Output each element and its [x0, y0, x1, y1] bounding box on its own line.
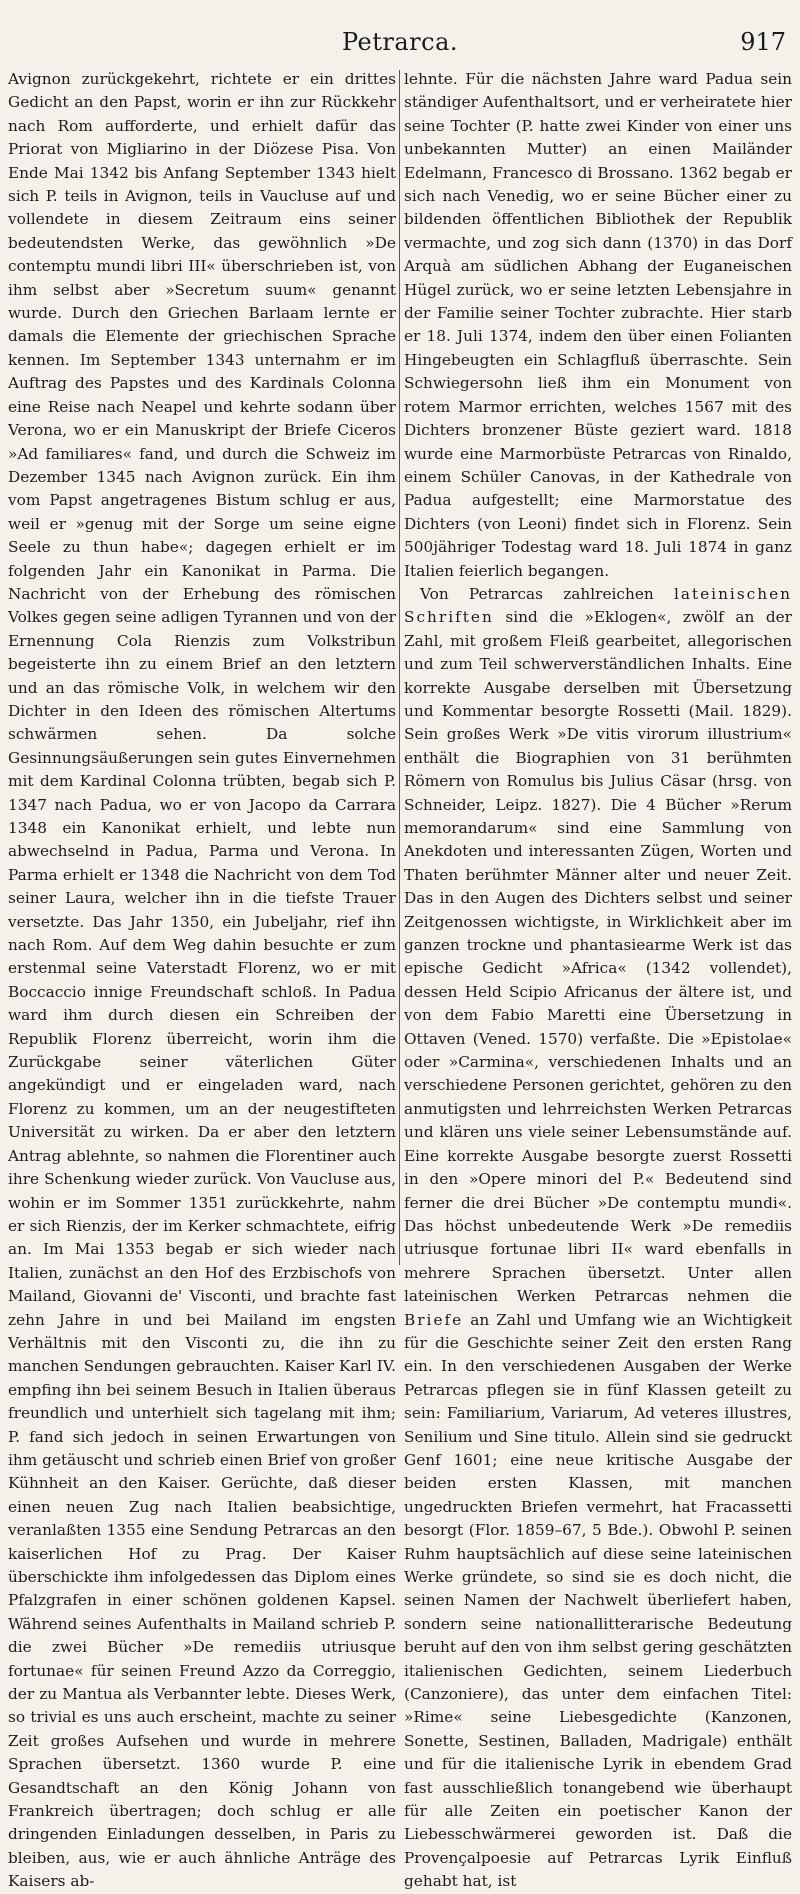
emphasized-keyword: Briefe [404, 1310, 464, 1329]
right-column-paragraph-1: lehnte. Für die nächsten Jahre ward Padua sein ständiger Aufenthaltsort, und er verheiratete hier seine Tochter (P. hatte zwei Kinder von einer uns unbekannten Mutter) an einen Mailänder Edelmann, Francesco di Brossano. 1362 begab er sich nach Venedig, wo er seine Bücher einer zu bildenden öffentlichen Bibliothek der Republik vermachte, und zog sich dann (1370) in das Dorf Arquà am südlichen Abhang der Euganeischen Hügel zurück, wo er seine letzten Lebensjahre in der Familie seiner Tochter zubrachte. Hier starb er 18. Juli 1374, indem den über einen Folianten Hingebeugten ein Schlagfluß überraschte. Sein Schwiegersohn ließ ihm ein Monument von rotem Marmor errichten, welches 1567 mit des Dichters bronzener Büste geziert ward. 1818 wurde eine Marmorbüste Petrarcas von Rinaldo, einem Schüler Canovas, in der Kathedrale von Padua aufgestellt; eine Marmorstatue des Dichters (von Leoni) findet sich in Florenz. Sein 500jähriger Todestag ward 18. Juli 1874 in ganz Italien feierlich begangen. [404, 70, 792, 580]
section-keyword: lateinischen Schriften [404, 584, 792, 627]
paragraph-lead: Von Petrarcas zahlreichen [420, 584, 674, 603]
paragraph-body: sind die »Eklogen«, zwölf an der Zahl, mit großem Fleiß gearbeitet, allegorischen und zum Teil schwerverständlichen Inhalts. Eine korrekte Ausgabe derselben mit Übersetzung und Kommentar besorgte Rossetti (Mail. 1829). Sein großes Werk »De vitis virorum illustrium« enthält die Biographien von 31 berühmten Römern von Romulus bis Julius Cäsar (hrsg. von Schneider, Leipz. 1827). Die 4 Bücher »Rerum memorandarum« sind eine Sammlung von Anekdoten und interessanten Zügen, Worten und Thaten berühmter Männer alter und neuer Zeit. Das in den Augen des Dichters selbst und seiner Zeitgenossen wichtigste, in Wirklichkeit aber im ganzen trockne und phantasiearme Werk ist das epische Gedicht »Africa« (1342 vollendet), dessen Held Scipio Africanus der ältere ist, und von dem Fabio Maretti eine Übersetzung in Ottaven (Vened. 1570) verfaßte. Die »Epistolae« oder »Carmina«, verschiedenen Inhalts und an verschiedene Personen gerichtet, gehören zu den anmutigsten und lehrreichsten Werken Petrarcas und klären uns viele seiner Lebensumstände auf. Eine korrekte Ausgabe besorgte zuerst Rossetti in den »Opere minori del P.« Bedeutend sind ferner die drei Bücher »De contemptu mundi«. Das höchst unbedeutende Werk »De remediis utriusque fortunae libri II« ward ebenfalls in mehrere Sprachen übersetzt. Unter allen lateinischen Werken Petrarcas nehmen die [404, 608, 792, 1306]
page-number: 917 [740, 28, 786, 56]
left-column [8, 68, 396, 1891]
paragraph-end: an Zahl und Umfang wie an Wichtigkeit für die Geschichte seiner Zeit den ersten Rang ein. In den verschiedenen Ausgaben der Werke Petrarcas pflegen sie in fünf Klassen geteilt zu sein: Familiarium, Variarum, Ad veteres illustres, Senilium und Sine titulo. Allein sind sie gedruckt Genf 1601; eine neue kritische Ausgabe der beiden ersten Klassen, mit manchen ungedruckten Briefen vermehrt, hat Fracassetti besorgt (Flor. 1859–67, 5 Bde.). Obwohl P. seinen Ruhm hauptsächlich auf diese seine lateinischen Werke gründete, so sind sie es doch nicht, die seinen Namen der Nachwelt überliefert haben, sondern seine nationallitterarische Bedeutung beruht auf den von ihm selbst gering geschätzten italienischen Gedichten, seinem Liederbuch (Canzoniere), das unter dem einfachen Titel: »Rime« seine Liebesgedichte (Kanzonen, Sonette, Sestinen, Balladen, Madrigale) enthält und für die italienische Lyrik in ebendem Grad fast ausschließlich tonangebend wie überhaupt für alle Zeiten ein poetischer Kanon der Liebesschwärmerei geworden ist. Daß die Provençalpoesie auf Petrarcas Lyrik Einfluß gehabt hat, ist [404, 1310, 792, 1891]
right-column-paragraph-2 [404, 583, 792, 1894]
running-head [0, 28, 800, 62]
column-divider [399, 70, 400, 1265]
left-column-paragraph: Avignon zurückgekehrt, richtete er ein drittes Gedicht an den Papst, worin er ihn zur Rückkehr nach Rom aufforderte, und erhielt dafür das Priorat von Migliarino in der Diözese Pisa. Von Ende Mai 1342 bis Anfang September 1343 hielt sich P. teils in Avignon, teils in Vaucluse auf und vollendete in diesem Zeitraum eins seiner bedeutendsten Werke, das gewöhnlich »De contemptu mundi libri III« überschrieben ist, von ihm selbst aber »Secretum suum« genannt wurde. Durch den Griechen Barlaam lernte er damals die Elemente der griechischen Sprache kennen. Im September 1343 unternahm er im Auftrag des Papstes und des Kardinals Colonna eine Reise nach Neapel und kehrte sodann über Verona, wo er ein Manuskript der Briefe Ciceros »Ad familiares« fand, und durch die Schweiz im Dezember 1345 nach Avignon zurück. Ein ihm vom Papst angetragenes Bistum schlug er aus, weil er »genug mit der Sorge um seine eigne Seele zu thun habe«; dagegen erhielt er im folgenden Jahr ein Kanonikat in Parma. Die Nachricht von der Erhebung des römischen Volkes gegen seine adligen Tyrannen und von der Ernennung Cola Rienzis zum Volkstribun begeisterte ihn zu einem Brief an den letztern und an das römische Volk, in welchem wir den Dichter in den Ideen des römischen Altertums schwärmen sehen. Da solche Gesinnungsäußerungen sein gutes Einvernehmen mit dem Kardinal Colonna trübten, begab sich P. 1347 nach Padua, wo er von Jacopo da Carrara 1348 ein Kanonikat erhielt, und lebte nun abwechselnd in Padua, Parma und Verona. In Parma erhielt er 1348 die Nachricht von dem Tod seiner Laura, welcher ihn in die tiefste Trauer versetzte. Das Jahr 1350, ein Jubeljahr, rief ihn nach Rom. Auf dem Weg dahin besuchte er zum erstenmal seine Vaterstadt Florenz, wo er mit Boccaccio innige Freundschaft schloß. In Padua ward ihm durch diesen ein Schreiben der Republik Florenz überreicht, worin ihm die Zurückgabe seiner väterlichen Güter angekündigt und er eingeladen ward, nach Florenz zu kommen, um an der neugestifteten Universität zu wirken. Da er aber den letztern Antrag ablehnte, so nahmen die Florentiner auch ihre Schenkung wieder zurück. Von Vaucluse aus, wohin er im Sommer 1351 zurückkehrte, nahm er sich Rienzis, der im Kerker schmachtete, eifrig an. Im Mai 1353 begab er sich wieder nach Italien, zunächst an den Hof des Erzbischofs von Mailand, Giovanni de' Visconti, und brachte fast zehn Jahre in und bei Mailand im engsten Verhältnis mit den Visconti zu, die ihn zu manchen Sendungen gebrauchten. Kaiser Karl IV. empfing ihn bei seinem Besuch in Italien überaus freundlich und unterhielt sich tagelang mit ihm; P. fand sich jedoch in seinen Erwartungen von ihm getäuscht und schrieb einen Brief von großer Kühnheit an den Kaiser. Gerüchte, daß dieser einen neuen Zug nach Italien beabsichtige, veranlaßten 1355 eine Sendung Petrarcas an den kaiserlichen Hof zu Prag. Der Kaiser überschickte ihm infolgedessen das Diplom eines Pfalzgrafen in einer schönen goldenen Kapsel. Während seines Aufenthalts in Mailand schrieb P. die zwei Bücher »De remediis utriusque fortunae« für seinen Freund Azzo da Correggio, der zu Mantua als Verbannter lebte. Dieses Werk, so trivial es uns auch erscheint, machte zu seiner Zeit großes Aufsehen und wurde in mehrere Sprachen übersetzt. 1360 wurde P. eine Gesandtschaft an den König Johann von Frankreich übertragen; doch schlug er alle dringenden Einladungen desselben, in Paris zu bleiben, aus, wie er auch ähnliche Anträge des Kaisers ab- [8, 70, 396, 1891]
page-title: Petrarca. [341, 28, 459, 56]
right-column [404, 68, 792, 1891]
